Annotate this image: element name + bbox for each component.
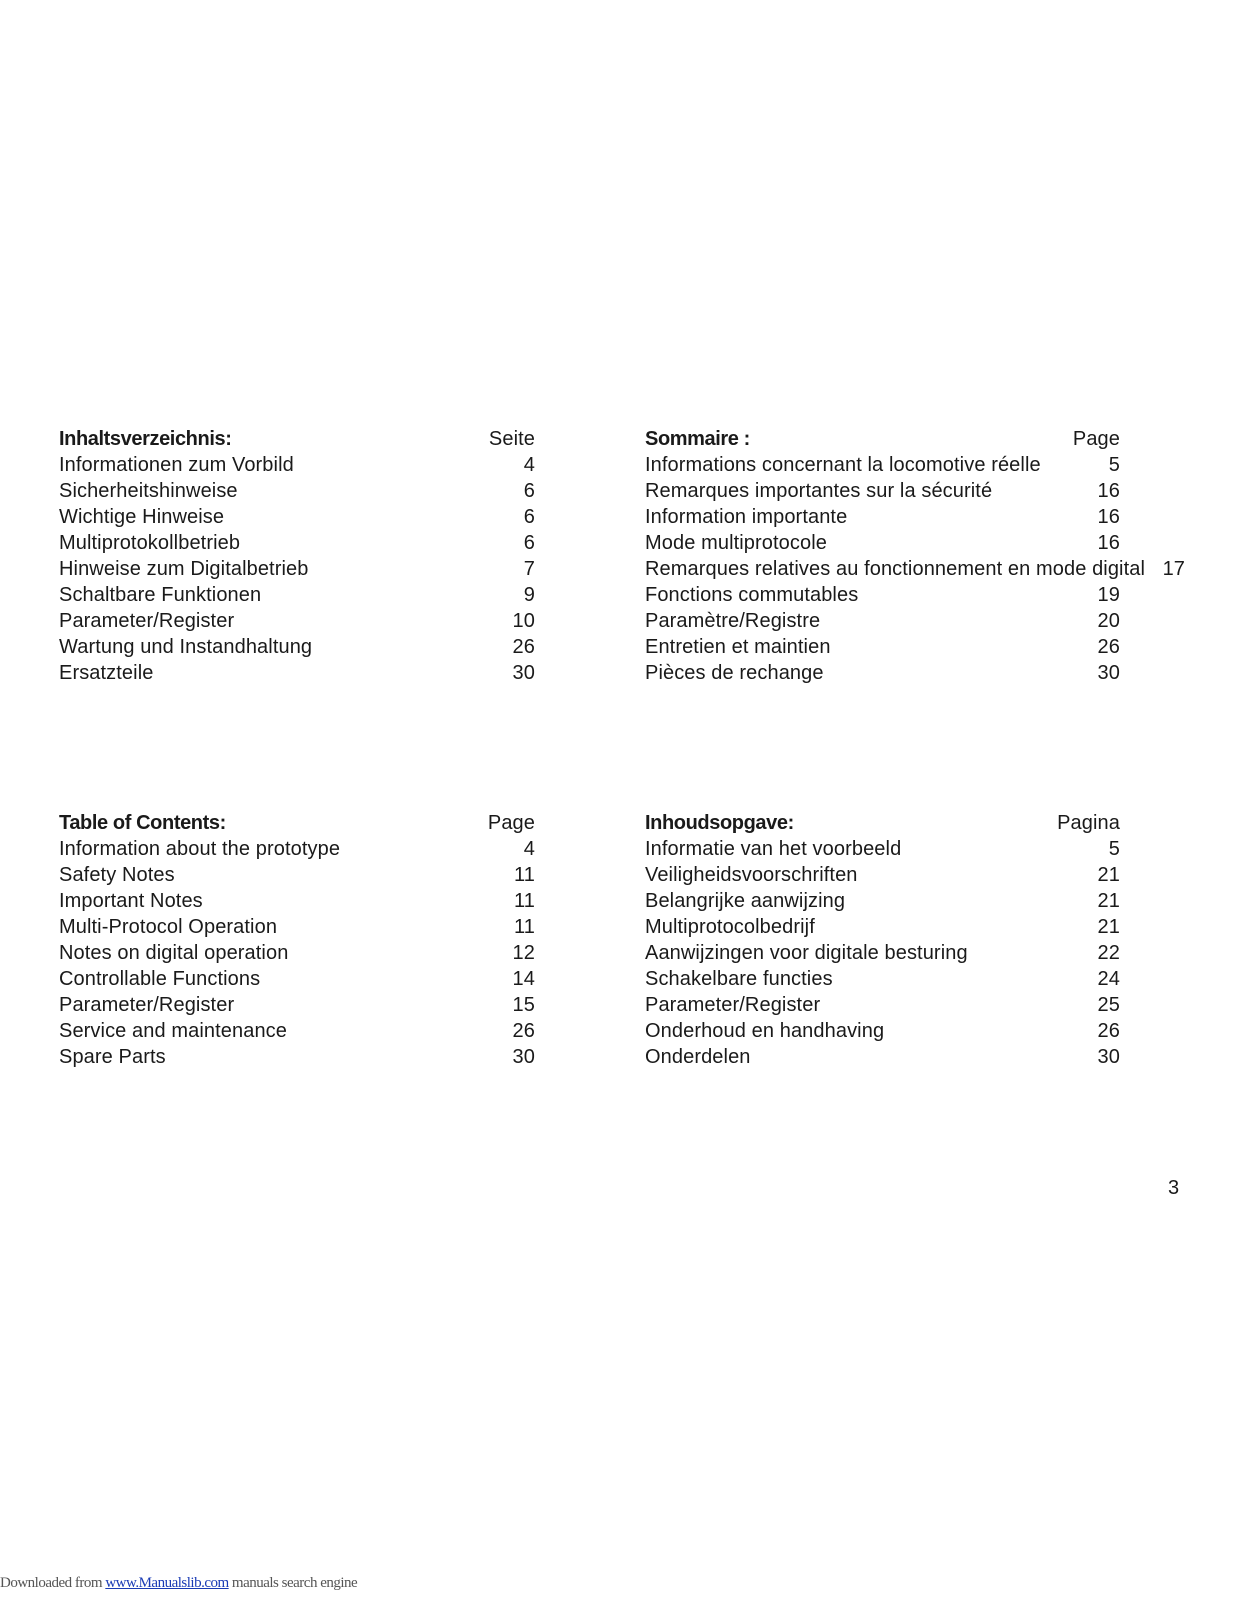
toc-entries <box>645 452 1186 686</box>
toc-entry-page: 22 <box>1097 942 1120 964</box>
toc-entries <box>59 452 535 686</box>
toc-entry <box>59 862 535 888</box>
toc-entry-page: 24 <box>1097 968 1120 990</box>
toc-entry <box>59 1018 535 1044</box>
toc-entry-label: Informatie van het voorbeeld <box>645 838 902 860</box>
toc-entry-label: Safety Notes <box>59 864 175 886</box>
toc-entry <box>645 478 1120 504</box>
toc-entry-page: 16 <box>1097 480 1120 502</box>
toc-entry-page: 21 <box>1097 890 1120 912</box>
toc-entries <box>59 836 535 1070</box>
toc-entry <box>59 940 535 966</box>
toc-entry <box>59 888 535 914</box>
toc-entry-label: Ersatzteile <box>59 662 154 684</box>
toc-entry-label: Controllable Functions <box>59 968 261 990</box>
toc-entry <box>645 582 1120 608</box>
toc-entry <box>59 530 535 556</box>
toc-entry-label: Onderdelen <box>645 1046 751 1068</box>
toc-english <box>59 810 535 1070</box>
footer-prefix: Downloaded from <box>0 1575 106 1591</box>
footer-suffix: manuals search engine <box>228 1575 358 1591</box>
toc-entry <box>59 966 535 992</box>
toc-entry-page: 17 <box>1162 558 1186 580</box>
toc-entry-label: Notes on digital operation <box>59 942 289 964</box>
toc-entry-label: Onderhoud en handhaving <box>645 1020 885 1042</box>
toc-title: Table of Contents: <box>59 812 226 834</box>
toc-page-column-header: Page <box>487 812 535 834</box>
toc-entry <box>645 504 1120 530</box>
toc-page-column-header: Page <box>1072 428 1120 450</box>
toc-entry-label: Service and maintenance <box>59 1020 287 1042</box>
toc-entry <box>59 1044 535 1070</box>
toc-entry-page: 6 <box>523 532 535 554</box>
toc-entry <box>645 608 1120 634</box>
toc-entry <box>59 608 535 634</box>
toc-entry <box>645 992 1120 1018</box>
toc-entry-page: 11 <box>514 916 535 938</box>
toc-entry <box>645 966 1120 992</box>
toc-entry-page: 6 <box>523 480 535 502</box>
toc-entry-label: Sicherheitshinweise <box>59 480 238 502</box>
toc-entry-label: Multiprotokollbetrieb <box>59 532 241 554</box>
toc-entry-label: Spare Parts <box>59 1046 166 1068</box>
toc-entry-page: 30 <box>512 1046 535 1068</box>
toc-entry-label: Pièces de rechange <box>645 662 824 684</box>
toc-title: Inhoudsopgave: <box>645 812 794 834</box>
toc-entry-label: Parameter/Register <box>59 610 235 632</box>
toc-entry-page: 6 <box>523 506 535 528</box>
toc-entry-label: Fonctions commutables <box>645 584 859 606</box>
toc-entry-label: Entretien et maintien <box>645 636 831 658</box>
toc-entry-page: 26 <box>1097 636 1120 658</box>
toc-entry <box>59 836 535 862</box>
toc-entry-label: Informationen zum Vorbild <box>59 454 294 476</box>
toc-entry-page: 7 <box>523 558 535 580</box>
toc-french <box>645 426 1186 686</box>
toc-title: Inhaltsverzeichnis: <box>59 428 232 450</box>
toc-entry-page: 16 <box>1097 506 1120 528</box>
toc-entry-page: 26 <box>512 636 535 658</box>
toc-entry-page: 11 <box>514 864 535 886</box>
toc-entry <box>59 660 535 686</box>
toc-entry-page: 14 <box>512 968 535 990</box>
toc-entry-label: Parameter/Register <box>645 994 821 1016</box>
toc-header <box>645 810 1120 836</box>
toc-entry-label: Multiprotocolbedrijf <box>645 916 815 938</box>
toc-header <box>59 810 535 836</box>
toc-entry-page: 16 <box>1097 532 1120 554</box>
toc-entry-label: Mode multiprotocole <box>645 532 827 554</box>
toc-entry <box>59 452 535 478</box>
toc-entry-page: 20 <box>1097 610 1120 632</box>
toc-entry-page: 21 <box>1097 864 1120 886</box>
toc-german <box>59 426 535 686</box>
toc-entry-label: Information about the prototype <box>59 838 341 860</box>
toc-entry <box>645 1018 1120 1044</box>
toc-entry-page: 25 <box>1097 994 1120 1016</box>
toc-entry <box>645 1044 1120 1070</box>
toc-entry-label: Wichtige Hinweise <box>59 506 225 528</box>
toc-entry-label: Parameter/Register <box>59 994 235 1016</box>
toc-entry-page: 26 <box>512 1020 535 1042</box>
toc-entry <box>59 634 535 660</box>
toc-entry <box>645 836 1120 862</box>
toc-entry <box>645 660 1120 686</box>
toc-page-column-header: Pagina <box>1057 812 1120 834</box>
download-footer <box>0 1575 357 1592</box>
toc-page-column-header: Seite <box>488 428 535 450</box>
toc-entry-page: 30 <box>1097 1046 1120 1068</box>
toc-entry-page: 4 <box>523 454 535 476</box>
toc-entry <box>645 940 1120 966</box>
toc-header <box>59 426 535 452</box>
toc-entry <box>645 888 1120 914</box>
toc-entries <box>645 836 1120 1070</box>
toc-entry-label: Multi-Protocol Operation <box>59 916 278 938</box>
toc-entry <box>645 556 1186 582</box>
toc-entry <box>59 582 535 608</box>
toc-entry-page: 9 <box>523 584 535 606</box>
toc-entry-label: Remarques relatives au fonctionnement en mode digital <box>645 558 1146 580</box>
toc-entry-page: 21 <box>1097 916 1120 938</box>
toc-title: Sommaire : <box>645 428 750 450</box>
toc-entry-page: 15 <box>512 994 535 1016</box>
toc-entry-page: 12 <box>512 942 535 964</box>
toc-entry-page: 4 <box>523 838 535 860</box>
toc-entry <box>59 478 535 504</box>
toc-header <box>645 426 1120 452</box>
manualslib-link[interactable]: www.Manualslib.com <box>105 1575 229 1591</box>
toc-entry-label: Hinweise zum Digitalbetrieb <box>59 558 309 580</box>
toc-entry-page: 30 <box>512 662 535 684</box>
toc-entry-label: Remarques importantes sur la sécurité <box>645 480 993 502</box>
toc-entry-label: Schakelbare functies <box>645 968 833 990</box>
toc-entry <box>645 862 1120 888</box>
toc-entry <box>645 452 1120 478</box>
page-number: 3 <box>1168 1177 1180 1199</box>
toc-entry-label: Aanwijzingen voor digitale besturing <box>645 942 968 964</box>
toc-entry <box>645 634 1120 660</box>
toc-entry-label: Information importante <box>645 506 848 528</box>
toc-entry-label: Wartung und Instandhaltung <box>59 636 313 658</box>
toc-entry-page: 5 <box>1108 838 1120 860</box>
toc-entry <box>59 914 535 940</box>
toc-entry-page: 30 <box>1097 662 1120 684</box>
toc-entry-label: Veiligheidsvoorschriften <box>645 864 858 886</box>
toc-entry <box>645 914 1120 940</box>
toc-entry-label: Schaltbare Funktionen <box>59 584 262 606</box>
toc-entry-page: 5 <box>1108 454 1120 476</box>
toc-entry <box>59 992 535 1018</box>
toc-entry-page: 26 <box>1097 1020 1120 1042</box>
toc-entry-page: 11 <box>514 890 535 912</box>
toc-entry-label: Belangrijke aanwijzing <box>645 890 846 912</box>
toc-entry <box>59 556 535 582</box>
toc-entry-page: 10 <box>512 610 535 632</box>
toc-entry-page: 19 <box>1097 584 1120 606</box>
toc-entry-label: Important Notes <box>59 890 203 912</box>
toc-entry-label: Paramètre/Registre <box>645 610 821 632</box>
toc-entry <box>645 530 1120 556</box>
toc-entry <box>59 504 535 530</box>
toc-entry-label: Informations concernant la locomotive réelle <box>645 454 1041 476</box>
toc-dutch <box>645 810 1120 1070</box>
